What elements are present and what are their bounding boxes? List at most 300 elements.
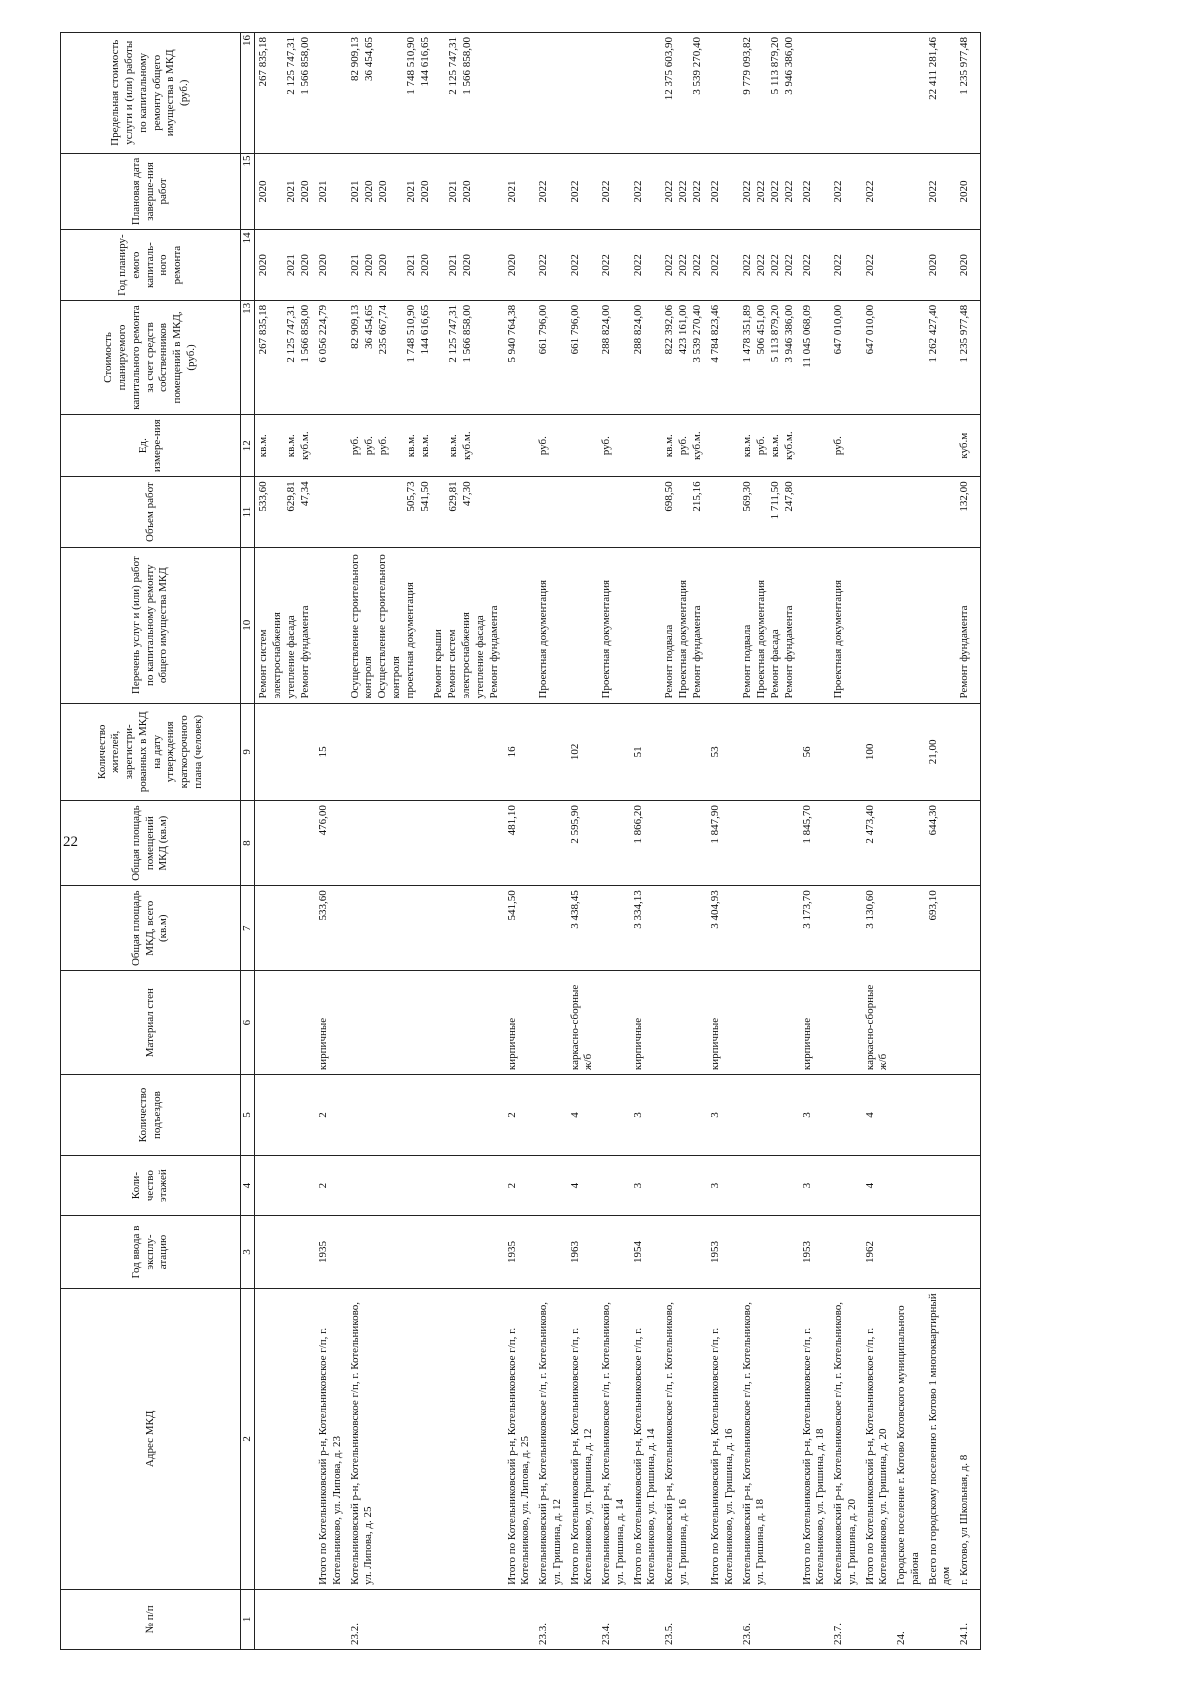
column-header: Стоимость планируемого капитального ремонта за счет средств собственников помещений в МКД, (руб.) bbox=[61, 300, 241, 414]
table-cell-col14 bbox=[925, 230, 957, 301]
cell-line: руб. bbox=[362, 436, 375, 456]
table-cell-col2: Всего по городскому поселению г. Котово 1 многоквартирный дом bbox=[925, 1288, 957, 1589]
table-cell-col5: 3 bbox=[799, 1075, 831, 1156]
table-cell-col3: 1953 bbox=[707, 1216, 739, 1289]
table-cell-col16 bbox=[707, 33, 739, 154]
table-cell-col13 bbox=[315, 300, 347, 414]
table-cell-col8: 644,30 bbox=[925, 801, 957, 886]
table-cell-col3 bbox=[925, 1216, 957, 1289]
cell-line bbox=[271, 37, 285, 149]
table-cell-col5 bbox=[661, 1075, 707, 1156]
table-cell-col12 bbox=[255, 415, 316, 477]
table-cell-col3 bbox=[830, 1216, 862, 1289]
cell-line: 82 909,13 bbox=[348, 304, 361, 349]
table-cell-col9 bbox=[661, 703, 707, 801]
cell-line: 2021 bbox=[404, 254, 417, 277]
column-header: Предельная стоимость услуги и (или) работы по капитальному ремонту общего имущества в МКД (руб.) bbox=[61, 33, 241, 154]
table-cell-col2: Котельниковский р-н, Котельниковское г/п, г. Котельниково, ул. Липова, д. 25 bbox=[347, 1288, 504, 1589]
cell-line bbox=[271, 234, 285, 296]
cell-line: 2022 bbox=[537, 254, 549, 277]
cell-line bbox=[349, 481, 363, 543]
table-cell-col10 bbox=[707, 547, 739, 703]
cell-line: 2020 bbox=[362, 254, 375, 277]
table-cell-col2: Итого по Котельниковский р-н, Котельниковское г/п, г. Котельниково, ул. Липова, д. 23 bbox=[315, 1288, 347, 1589]
cell-line bbox=[433, 305, 447, 410]
table-cell-col11 bbox=[535, 477, 567, 548]
cell-line bbox=[433, 37, 447, 149]
table-cell-col7: 533,60 bbox=[315, 886, 347, 971]
table-cell-col7 bbox=[598, 886, 630, 971]
table-cell-col13 bbox=[925, 300, 957, 414]
cell-line: 629,81 bbox=[285, 481, 297, 512]
table-cell-col1 bbox=[630, 1589, 662, 1649]
column-header: Общая площадь помещений МКД (кв.м) bbox=[61, 801, 241, 886]
cell-line: 2020 bbox=[257, 254, 269, 277]
cell-line: руб. bbox=[832, 436, 844, 456]
table-cell-col16 bbox=[598, 33, 630, 154]
cell-line: Ремонт фундамента bbox=[691, 605, 703, 699]
cell-line: руб. bbox=[754, 436, 767, 456]
cell-line: 1 235 977,48 bbox=[958, 304, 970, 363]
table-cell-col6: каркасно-сборные ж/б bbox=[567, 971, 599, 1075]
cell-line: 2022 bbox=[568, 254, 581, 277]
table-cell-col6 bbox=[925, 971, 957, 1075]
table-cell-col16 bbox=[956, 33, 981, 154]
table-cell-col11 bbox=[567, 477, 599, 548]
table-cell-col11 bbox=[630, 477, 662, 548]
column-number: 9 bbox=[241, 703, 255, 801]
cell-line bbox=[391, 419, 405, 472]
table-cell-col1: 23.7. bbox=[830, 1589, 862, 1649]
cell-line: 2 125 747,31 bbox=[446, 304, 459, 363]
table-cell-col14 bbox=[956, 230, 981, 301]
table-cell-col3 bbox=[535, 1216, 567, 1289]
column-number: 6 bbox=[241, 971, 255, 1075]
cell-line: кв.м. bbox=[418, 434, 431, 458]
table-cell-col9 bbox=[956, 703, 981, 801]
cell-line: 822 392,06 bbox=[663, 304, 675, 355]
cell-line: 505,73 bbox=[404, 481, 417, 512]
table-cell-col9: 102 bbox=[567, 703, 599, 801]
table-cell-col11 bbox=[799, 477, 831, 548]
cell-line: 9 779 093,82 bbox=[740, 37, 753, 95]
table-cell-col15 bbox=[707, 153, 739, 230]
table-cell-col13 bbox=[598, 300, 630, 414]
cell-line bbox=[433, 158, 447, 226]
table-cell-col5 bbox=[739, 1075, 799, 1156]
table-cell-col15 bbox=[630, 153, 662, 230]
table-row bbox=[630, 33, 662, 1650]
table-cell-col16 bbox=[925, 33, 957, 154]
cell-line: 1 478 351,89 bbox=[740, 304, 753, 363]
cell-line: 2020 bbox=[376, 254, 389, 277]
cell-line: 2022 bbox=[740, 180, 753, 203]
table-cell-col3 bbox=[661, 1216, 707, 1289]
cell-line bbox=[363, 481, 377, 543]
table-cell-col7 bbox=[347, 886, 504, 971]
cell-line: 2022 bbox=[832, 180, 844, 203]
cell-line: куб.м bbox=[958, 432, 970, 459]
cell-line: 47,30 bbox=[460, 481, 473, 507]
cell-line: 267 835,18 bbox=[257, 304, 269, 355]
table-cell-col7 bbox=[661, 886, 707, 971]
cell-line bbox=[755, 481, 769, 543]
column-header: № п/п bbox=[61, 1589, 241, 1649]
cell-line: 1 566 858,00 bbox=[460, 304, 473, 363]
table-cell-col7 bbox=[956, 886, 981, 971]
table-cell-col15 bbox=[799, 153, 831, 230]
table-cell-col8 bbox=[255, 801, 316, 886]
column-header: Объем работ bbox=[61, 477, 241, 548]
cell-line: 144 616,65 bbox=[418, 37, 431, 87]
table-cell-col7 bbox=[893, 886, 925, 971]
cell-line: 2022 bbox=[691, 254, 703, 277]
table-cell-col10 bbox=[739, 547, 799, 703]
cell-line: 2020 bbox=[299, 254, 311, 277]
cell-line: кв.м. bbox=[257, 434, 269, 458]
table-cell-col5 bbox=[255, 1075, 316, 1156]
cell-line: руб. bbox=[537, 436, 549, 456]
cell-line: 2020 bbox=[926, 254, 939, 277]
table-cell-col1: 24. bbox=[893, 1589, 925, 1649]
cell-line: 247,80 bbox=[782, 481, 795, 512]
table-cell-col4 bbox=[535, 1156, 567, 1216]
table-cell-col3: 1935 bbox=[315, 1216, 347, 1289]
table-cell-col1: 23.5. bbox=[661, 1589, 707, 1649]
table-row bbox=[347, 33, 504, 1650]
cell-line: 2022 bbox=[663, 180, 675, 203]
cell-line: 2022 bbox=[800, 254, 813, 277]
cell-line: Ремонт фундамента bbox=[487, 605, 500, 699]
cell-line: 2 125 747,31 bbox=[285, 304, 297, 363]
cell-line: 2022 bbox=[709, 180, 721, 203]
cell-line: 661 796,00 bbox=[537, 304, 549, 355]
cell-line: кв.м. bbox=[740, 434, 753, 458]
table-cell-col4: 3 bbox=[630, 1156, 662, 1216]
table-cell-col6: кирпичные bbox=[799, 971, 831, 1075]
cell-line: 22 411 281,46 bbox=[926, 37, 939, 100]
header-row bbox=[61, 33, 241, 1650]
cell-line: 2022 bbox=[600, 180, 612, 203]
cell-line: Осуществление строительного контроля bbox=[348, 554, 375, 699]
page-number: 22 bbox=[63, 834, 78, 850]
column-number: 4 bbox=[241, 1156, 255, 1216]
table-cell-col4: 2 bbox=[315, 1156, 347, 1216]
table-cell-col7 bbox=[535, 886, 567, 971]
cell-line: Проектная документация bbox=[537, 579, 549, 699]
cell-line: 1 235 977,48 bbox=[958, 37, 970, 95]
cell-line: 2022 bbox=[926, 180, 939, 203]
table-cell-col9 bbox=[535, 703, 567, 801]
cell-line: Ремонт фасада bbox=[768, 629, 781, 699]
column-number: 14 bbox=[241, 230, 255, 301]
table-cell-col8: 1 847,90 bbox=[707, 801, 739, 886]
table-cell-col2: Котельниковский р-н, Котельниковское г/п, г. Котельниково, ул. Гришина, д. 12 bbox=[535, 1288, 567, 1589]
cell-line: 1 262 427,40 bbox=[926, 304, 939, 363]
table-cell-col12 bbox=[598, 415, 630, 477]
cell-line: 215,16 bbox=[691, 481, 703, 512]
column-number: 12 bbox=[241, 415, 255, 477]
cell-line: 1 748 510,90 bbox=[404, 304, 417, 363]
cell-line: 647 010,00 bbox=[863, 304, 876, 355]
table-cell-col8 bbox=[956, 801, 981, 886]
cell-line: электроснабжения bbox=[459, 612, 472, 699]
table-cell-col2: Котельниковский р-н, Котельниковское г/п, г. Котельниково, ул. Гришина, д. 14 bbox=[598, 1288, 630, 1589]
table-cell-col3: 1954 bbox=[630, 1216, 662, 1289]
table-cell-col15 bbox=[315, 153, 347, 230]
cell-line: кв.м. bbox=[446, 434, 459, 458]
table-cell-col6 bbox=[830, 971, 862, 1075]
table-cell-col16 bbox=[630, 33, 662, 154]
cell-line: 3 539 270,40 bbox=[691, 37, 703, 95]
cell-line: руб. bbox=[600, 436, 612, 456]
table-cell-col2: Котельниковский р-н, Котельниковское г/п, г. Котельниково, ул. Гришина, д. 20 bbox=[830, 1288, 862, 1589]
cell-line bbox=[271, 481, 285, 543]
table-cell-col7: 3 404,93 bbox=[707, 886, 739, 971]
table-row bbox=[925, 33, 957, 1650]
table-cell-col4: 4 bbox=[567, 1156, 599, 1216]
column-number: 5 bbox=[241, 1075, 255, 1156]
cell-line: руб. bbox=[376, 436, 389, 456]
table-cell-col9 bbox=[893, 703, 925, 801]
table-cell-col11 bbox=[739, 477, 799, 548]
table-cell-col7: 3 438,45 bbox=[567, 886, 599, 971]
table-cell-col2: Итого по Котельниковский р-н, Котельниковское г/п, г. Котельниково, ул. Гришина, д. 16 bbox=[707, 1288, 739, 1589]
column-header: Плановая дата заверше-ния работ bbox=[61, 153, 241, 230]
table-cell-col5 bbox=[893, 1075, 925, 1156]
table-row bbox=[567, 33, 599, 1650]
table-cell-col14 bbox=[255, 230, 316, 301]
cell-line: 2020 bbox=[460, 180, 473, 203]
cell-line: 2021 bbox=[285, 180, 297, 203]
table-cell-col3 bbox=[893, 1216, 925, 1289]
cell-line: 47,34 bbox=[299, 481, 311, 507]
table-cell-col1: 23.2. bbox=[347, 1589, 504, 1649]
cell-line: Проектная документация bbox=[832, 579, 844, 699]
cell-line: 2022 bbox=[677, 180, 689, 203]
table-cell-col5 bbox=[535, 1075, 567, 1156]
table-cell-col11 bbox=[925, 477, 957, 548]
cell-line: Проектная документация bbox=[754, 579, 767, 699]
column-number: 3 bbox=[241, 1216, 255, 1289]
cell-line bbox=[271, 158, 285, 226]
table-cell-col11 bbox=[347, 477, 504, 548]
cell-line: 2020 bbox=[460, 254, 473, 277]
cell-line bbox=[755, 37, 769, 149]
cell-line: 6 056 224,79 bbox=[317, 304, 329, 363]
table-cell-col10 bbox=[567, 547, 599, 703]
cell-line bbox=[391, 234, 405, 296]
cell-line: 1 566 858,00 bbox=[299, 37, 311, 95]
cell-line: Ремонт фундамента bbox=[782, 605, 795, 699]
table-cell-col6: кирпичные bbox=[504, 971, 536, 1075]
table-cell-col7 bbox=[739, 886, 799, 971]
table-cell-col8 bbox=[739, 801, 799, 886]
table-cell-col11 bbox=[862, 477, 894, 548]
table-row bbox=[893, 33, 925, 1650]
table-cell-col12 bbox=[661, 415, 707, 477]
cell-line: кв.м. bbox=[404, 434, 417, 458]
cell-line bbox=[377, 481, 391, 543]
table-cell-col10 bbox=[661, 547, 707, 703]
table-cell-col9: 16 bbox=[504, 703, 536, 801]
table-cell-col10 bbox=[255, 547, 316, 703]
cell-line: 2021 bbox=[505, 180, 518, 203]
table-cell-col14 bbox=[630, 230, 662, 301]
cell-line: 36 454,65 bbox=[362, 304, 375, 349]
cell-line: проектная документация bbox=[403, 582, 416, 699]
table-cell-col14 bbox=[567, 230, 599, 301]
table-cell-col7 bbox=[255, 886, 316, 971]
table-cell-col3: 1953 bbox=[799, 1216, 831, 1289]
cell-line: 2022 bbox=[782, 254, 795, 277]
table-cell-col6 bbox=[661, 971, 707, 1075]
column-header: Ед. измере-ния bbox=[61, 415, 241, 477]
table-cell-col14 bbox=[799, 230, 831, 301]
table-cell-col8 bbox=[661, 801, 707, 886]
cell-line: 4 784 823,46 bbox=[709, 304, 721, 363]
cell-line: 5 113 879,20 bbox=[768, 304, 781, 363]
table-cell-col6 bbox=[956, 971, 981, 1075]
table-cell-col2: Итого по Котельниковский р-н, Котельниковское г/п, г. Котельниково, ул. Гришина, д. 14 bbox=[630, 1288, 662, 1589]
cell-line bbox=[391, 481, 405, 543]
cell-line: 2021 bbox=[285, 254, 297, 277]
table-cell-col16 bbox=[739, 33, 799, 154]
table-cell-col8 bbox=[535, 801, 567, 886]
table-cell-col6 bbox=[893, 971, 925, 1075]
cell-line: 2022 bbox=[832, 254, 844, 277]
cell-line: 2020 bbox=[505, 254, 518, 277]
table-cell-col2: Котельниковский р-н, Котельниковское г/п, г. Котельниково, ул. Гришина, д. 18 bbox=[739, 1288, 799, 1589]
table-cell-col16 bbox=[255, 33, 316, 154]
table-cell-col8: 481,10 bbox=[504, 801, 536, 886]
cell-line: Ремонт систем bbox=[445, 629, 458, 699]
table-cell-col11 bbox=[661, 477, 707, 548]
table-cell-col4: 3 bbox=[707, 1156, 739, 1216]
table-cell-col15 bbox=[956, 153, 981, 230]
cell-line: 2022 bbox=[740, 254, 753, 277]
table-cell-col15 bbox=[893, 153, 925, 230]
table-body bbox=[255, 33, 981, 1650]
table-row bbox=[598, 33, 630, 1650]
table-cell-col11 bbox=[315, 477, 347, 548]
cell-line: 2022 bbox=[568, 180, 581, 203]
table-cell-col13 bbox=[862, 300, 894, 414]
table-cell-col7: 693,10 bbox=[925, 886, 957, 971]
table-cell-col10 bbox=[893, 547, 925, 703]
column-number: 16 bbox=[241, 33, 255, 154]
table-cell-col13 bbox=[739, 300, 799, 414]
table-cell-col15 bbox=[504, 153, 536, 230]
table-cell-col14 bbox=[739, 230, 799, 301]
cell-line: 2022 bbox=[768, 254, 781, 277]
cell-line: 2021 bbox=[404, 180, 417, 203]
cell-line: 288 824,00 bbox=[600, 304, 612, 355]
table-cell-col6 bbox=[347, 971, 504, 1075]
cell-line: 3 946 386,00 bbox=[782, 304, 795, 363]
cell-line bbox=[391, 37, 405, 149]
table-cell-col12 bbox=[315, 415, 347, 477]
table-cell-col5: 2 bbox=[315, 1075, 347, 1156]
table-cell-col12 bbox=[799, 415, 831, 477]
cell-line: Ремонт крыши bbox=[431, 629, 444, 699]
cell-line: 541,50 bbox=[418, 481, 431, 512]
cell-line bbox=[271, 305, 285, 410]
cell-line: 661 796,00 bbox=[568, 304, 581, 355]
table-cell-col8: 2 473,40 bbox=[862, 801, 894, 886]
table-cell-col2 bbox=[255, 1288, 316, 1589]
table-cell-col14 bbox=[598, 230, 630, 301]
column-number: 13 bbox=[241, 300, 255, 414]
table-cell-col5: 4 bbox=[862, 1075, 894, 1156]
cell-line: 267 835,18 bbox=[257, 37, 269, 87]
table-row bbox=[315, 33, 347, 1650]
cell-line bbox=[271, 419, 285, 472]
table-cell-col1: 23.4. bbox=[598, 1589, 630, 1649]
column-number: 8 bbox=[241, 801, 255, 886]
table-cell-col1 bbox=[799, 1589, 831, 1649]
cell-line: Осуществление строительного контроля bbox=[376, 554, 402, 699]
cell-line: 11 045 068,09 bbox=[800, 304, 813, 368]
table-cell-col15 bbox=[739, 153, 799, 230]
cell-line: 2021 bbox=[348, 254, 361, 277]
table-cell-col12 bbox=[567, 415, 599, 477]
column-header: Год планиру-емого капиталь-ного ремонта bbox=[61, 230, 241, 301]
table-cell-col8 bbox=[598, 801, 630, 886]
cell-line: Проектная документация bbox=[677, 579, 689, 699]
table-cell-col15 bbox=[255, 153, 316, 230]
table-cell-col14 bbox=[862, 230, 894, 301]
table-cell-col5 bbox=[347, 1075, 504, 1156]
table-cell-col16 bbox=[535, 33, 567, 154]
cell-line bbox=[418, 552, 432, 699]
table-cell-col9: 53 bbox=[707, 703, 739, 801]
table-cell-col10 bbox=[535, 547, 567, 703]
table-cell-col13 bbox=[347, 300, 504, 414]
table-cell-col16 bbox=[862, 33, 894, 154]
cell-line: 288 824,00 bbox=[631, 304, 644, 355]
table-cell-col12 bbox=[504, 415, 536, 477]
table-cell-col16 bbox=[315, 33, 347, 154]
cell-line bbox=[832, 481, 846, 543]
table-cell-col16 bbox=[347, 33, 504, 154]
table-cell-col11 bbox=[598, 477, 630, 548]
cell-line: 2022 bbox=[709, 254, 721, 277]
cell-line: 1 566 858,00 bbox=[299, 304, 311, 363]
cell-line: руб. bbox=[677, 436, 689, 456]
table-cell-col3: 1935 bbox=[504, 1216, 536, 1289]
cell-line bbox=[600, 481, 614, 543]
table-cell-col16 bbox=[504, 33, 536, 154]
cell-line: Ремонт подвала bbox=[663, 624, 675, 699]
table-cell-col10 bbox=[315, 547, 347, 703]
table-cell-col2: Итого по Котельниковский р-н, Котельниковское г/п, г. Котельниково, ул. Гришина, д. 20 bbox=[862, 1288, 894, 1589]
table-cell-col5 bbox=[925, 1075, 957, 1156]
table-cell-col4 bbox=[956, 1156, 981, 1216]
cell-line: 2022 bbox=[754, 254, 767, 277]
table-cell-col6 bbox=[255, 971, 316, 1075]
table-cell-col1 bbox=[862, 1589, 894, 1649]
cell-line: 2022 bbox=[863, 254, 876, 277]
table-cell-col9 bbox=[598, 703, 630, 801]
table-header bbox=[61, 33, 255, 1650]
table-cell-col3 bbox=[956, 1216, 981, 1289]
cell-line: 647 010,00 bbox=[832, 304, 844, 355]
cell-line: 2022 bbox=[800, 180, 813, 203]
table-cell-col16 bbox=[830, 33, 862, 154]
table-cell-col13 bbox=[661, 300, 707, 414]
table-cell-col10 bbox=[799, 547, 831, 703]
